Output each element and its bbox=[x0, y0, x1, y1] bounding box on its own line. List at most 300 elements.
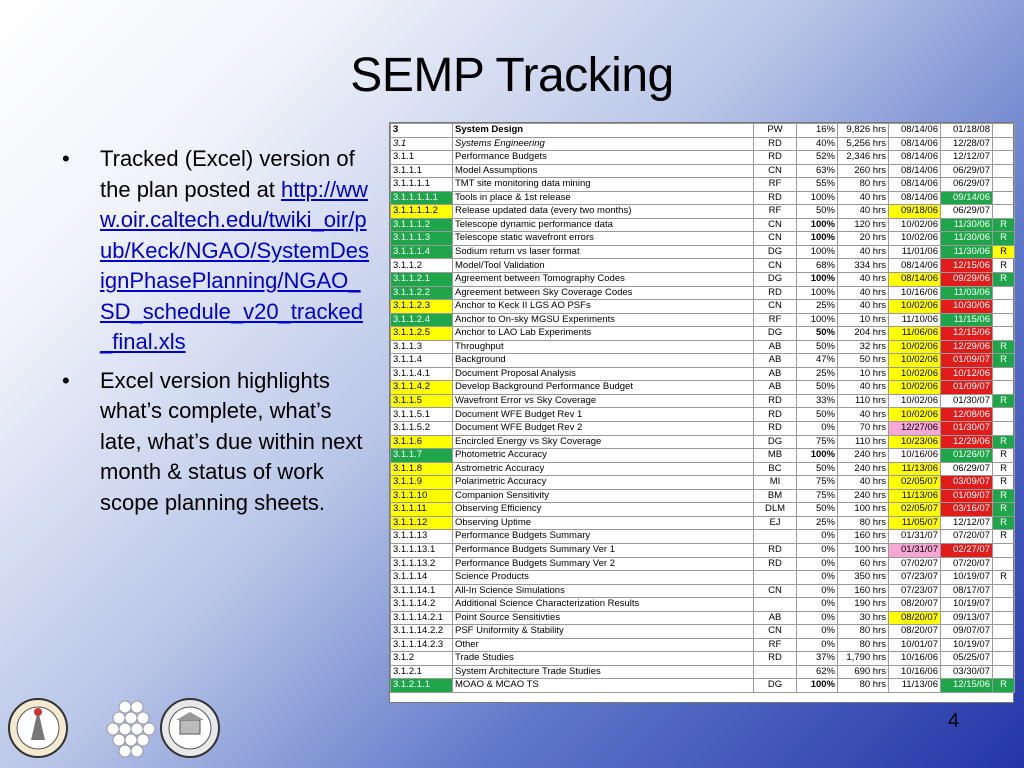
percent-complete-cell: 50% bbox=[797, 381, 838, 395]
table-row bbox=[391, 300, 1015, 314]
task-name-cell: Release updated data (every two months) bbox=[453, 205, 754, 219]
status-cell bbox=[993, 137, 1015, 151]
status-cell bbox=[993, 584, 1015, 598]
hours-cell: 80 hrs bbox=[838, 516, 889, 530]
start-date-cell: 08/14/06 bbox=[889, 151, 941, 165]
task-name-cell: Anchor to LAO Lab Experiments bbox=[453, 327, 754, 341]
resource-cell: RD bbox=[754, 557, 797, 571]
resource-cell: BM bbox=[754, 489, 797, 503]
hours-cell: 190 hrs bbox=[838, 598, 889, 612]
resource-cell: BC bbox=[754, 462, 797, 476]
hours-cell: 160 hrs bbox=[838, 584, 889, 598]
status-cell bbox=[993, 422, 1015, 436]
end-date-cell: 09/13/07 bbox=[941, 611, 993, 625]
task-name-cell: Science Products bbox=[453, 571, 754, 585]
percent-complete-cell: 68% bbox=[797, 259, 838, 273]
percent-complete-cell: 50% bbox=[797, 327, 838, 341]
resource-cell: RD bbox=[754, 286, 797, 300]
task-name-cell: Performance Budgets Summary bbox=[453, 530, 754, 544]
start-date-cell: 08/14/06 bbox=[889, 178, 941, 192]
resource-cell: RD bbox=[754, 543, 797, 557]
percent-complete-cell: 62% bbox=[797, 665, 838, 679]
status-cell: R bbox=[993, 571, 1015, 585]
task-name-cell: Encircled Energy vs Sky Coverage bbox=[453, 435, 754, 449]
resource-cell: PW bbox=[754, 124, 797, 138]
percent-complete-cell: 0% bbox=[797, 530, 838, 544]
task-name-cell: Performance Budgets Summary Ver 1 bbox=[453, 543, 754, 557]
task-id-cell: 3.1.1.2.3 bbox=[391, 300, 453, 314]
status-cell bbox=[993, 381, 1015, 395]
table-row bbox=[391, 462, 1015, 476]
hours-cell: 110 hrs bbox=[838, 435, 889, 449]
percent-complete-cell: 75% bbox=[797, 435, 838, 449]
task-id-cell: 3.1 bbox=[391, 137, 453, 151]
hours-cell: 80 hrs bbox=[838, 178, 889, 192]
keck-mirror-icon bbox=[107, 701, 155, 757]
resource-cell: MB bbox=[754, 449, 797, 463]
bullet-text: Tracked (Excel) version of the plan posted at bbox=[100, 146, 355, 202]
hours-cell: 40 hrs bbox=[838, 245, 889, 259]
task-id-cell: 3.1.1.14.1 bbox=[391, 584, 453, 598]
resource-cell: DG bbox=[754, 679, 797, 693]
table-row bbox=[391, 286, 1015, 300]
table-row bbox=[391, 611, 1015, 625]
task-id-cell: 3.1.1 bbox=[391, 151, 453, 165]
percent-complete-cell: 33% bbox=[797, 394, 838, 408]
bullet-list bbox=[62, 144, 372, 526]
percent-complete-cell: 100% bbox=[797, 286, 838, 300]
hours-cell: 120 hrs bbox=[838, 218, 889, 232]
task-id-cell: 3.1.1.9 bbox=[391, 476, 453, 490]
table-row bbox=[391, 178, 1015, 192]
percent-complete-cell: 50% bbox=[797, 408, 838, 422]
task-name-cell: Tools in place & 1st release bbox=[453, 191, 754, 205]
end-date-cell: 09/29/06 bbox=[941, 273, 993, 287]
end-date-cell: 10/19/07 bbox=[941, 598, 993, 612]
status-cell bbox=[993, 327, 1015, 341]
percent-complete-cell: 100% bbox=[797, 218, 838, 232]
logos bbox=[0, 690, 230, 768]
end-date-cell: 01/30/07 bbox=[941, 394, 993, 408]
table-row bbox=[391, 435, 1015, 449]
status-cell bbox=[993, 286, 1015, 300]
hours-cell: 100 hrs bbox=[838, 543, 889, 557]
resource-cell: RD bbox=[754, 191, 797, 205]
hours-cell: 240 hrs bbox=[838, 489, 889, 503]
task-id-cell: 3.1.1.1.1.2 bbox=[391, 205, 453, 219]
start-date-cell: 08/14/06 bbox=[889, 259, 941, 273]
start-date-cell: 12/27/06 bbox=[889, 422, 941, 436]
table-row bbox=[391, 408, 1015, 422]
start-date-cell: 02/05/07 bbox=[889, 476, 941, 490]
resource-cell: AB bbox=[754, 381, 797, 395]
hours-cell: 100 hrs bbox=[838, 503, 889, 517]
hours-cell: 690 hrs bbox=[838, 665, 889, 679]
task-id-cell: 3.1.2.1 bbox=[391, 665, 453, 679]
hours-cell: 40 hrs bbox=[838, 286, 889, 300]
task-name-cell: Other bbox=[453, 638, 754, 652]
resource-cell: RD bbox=[754, 151, 797, 165]
schedule-link[interactable]: http://www.oir.caltech.edu/twiki_oir/pub/Keck/NGAO/SystemDesignPhasePlanning/NGAO_SD_schedule_v20_tracked_final.xls bbox=[100, 176, 369, 354]
task-id-cell: 3.1.1.2.4 bbox=[391, 313, 453, 327]
task-name-cell: Background bbox=[453, 354, 754, 368]
percent-complete-cell: 50% bbox=[797, 340, 838, 354]
resource-cell: AB bbox=[754, 611, 797, 625]
table-row bbox=[391, 516, 1015, 530]
start-date-cell: 01/31/07 bbox=[889, 530, 941, 544]
end-date-cell: 01/09/07 bbox=[941, 354, 993, 368]
percent-complete-cell: 0% bbox=[797, 611, 838, 625]
resource-cell: AB bbox=[754, 367, 797, 381]
resource-cell: CN bbox=[754, 164, 797, 178]
hours-cell: 20 hrs bbox=[838, 232, 889, 246]
task-id-cell: 3.1.1.6 bbox=[391, 435, 453, 449]
task-id-cell: 3.1.1.10 bbox=[391, 489, 453, 503]
start-date-cell: 10/23/06 bbox=[889, 435, 941, 449]
percent-complete-cell: 55% bbox=[797, 178, 838, 192]
task-name-cell: Photometric Accuracy bbox=[453, 449, 754, 463]
task-name-cell: Agreement between Tomography Codes bbox=[453, 273, 754, 287]
task-name-cell: TMT site monitoring data mining bbox=[453, 178, 754, 192]
start-date-cell: 07/23/07 bbox=[889, 584, 941, 598]
end-date-cell: 01/09/07 bbox=[941, 489, 993, 503]
start-date-cell: 08/20/07 bbox=[889, 625, 941, 639]
end-date-cell: 01/09/07 bbox=[941, 381, 993, 395]
task-name-cell: System Design bbox=[453, 124, 754, 138]
status-cell bbox=[993, 313, 1015, 327]
start-date-cell: 02/05/07 bbox=[889, 503, 941, 517]
hours-cell: 9,826 hrs bbox=[838, 124, 889, 138]
table-row bbox=[391, 218, 1015, 232]
status-cell: R bbox=[993, 340, 1015, 354]
status-cell: R bbox=[993, 503, 1015, 517]
hours-cell: 10 hrs bbox=[838, 313, 889, 327]
resource-cell: EJ bbox=[754, 516, 797, 530]
start-date-cell: 07/23/07 bbox=[889, 571, 941, 585]
end-date-cell: 06/29/07 bbox=[941, 164, 993, 178]
task-name-cell: Additional Science Characterization Results bbox=[453, 598, 754, 612]
hours-cell: 80 hrs bbox=[838, 625, 889, 639]
table-row bbox=[391, 327, 1015, 341]
bullet-item bbox=[62, 144, 372, 358]
end-date-cell: 12/08/06 bbox=[941, 408, 993, 422]
end-date-cell: 12/29/06 bbox=[941, 340, 993, 354]
schedule-table bbox=[390, 123, 1015, 693]
page-number: 4 bbox=[948, 710, 960, 732]
end-date-cell: 01/26/07 bbox=[941, 449, 993, 463]
table-row bbox=[391, 543, 1015, 557]
task-id-cell: 3.1.1.14.2.1 bbox=[391, 611, 453, 625]
hours-cell: 70 hrs bbox=[838, 422, 889, 436]
table-row bbox=[391, 367, 1015, 381]
resource-cell: RD bbox=[754, 137, 797, 151]
start-date-cell: 10/02/06 bbox=[889, 300, 941, 314]
status-cell: R bbox=[993, 449, 1015, 463]
end-date-cell: 12/29/06 bbox=[941, 435, 993, 449]
table-row bbox=[391, 137, 1015, 151]
status-cell: R bbox=[993, 232, 1015, 246]
resource-cell: DLM bbox=[754, 503, 797, 517]
end-date-cell: 05/25/07 bbox=[941, 652, 993, 666]
hours-cell: 40 hrs bbox=[838, 381, 889, 395]
percent-complete-cell: 0% bbox=[797, 543, 838, 557]
task-name-cell: Point Source Sensitivties bbox=[453, 611, 754, 625]
table-row bbox=[391, 205, 1015, 219]
hours-cell: 40 hrs bbox=[838, 300, 889, 314]
end-date-cell: 11/30/06 bbox=[941, 232, 993, 246]
task-id-cell: 3.1.1.5 bbox=[391, 394, 453, 408]
table-row bbox=[391, 164, 1015, 178]
percent-complete-cell: 100% bbox=[797, 313, 838, 327]
table-row bbox=[391, 598, 1015, 612]
status-cell: R bbox=[993, 489, 1015, 503]
end-date-cell: 12/12/07 bbox=[941, 151, 993, 165]
task-name-cell: Telescope static wavefront errors bbox=[453, 232, 754, 246]
start-date-cell: 10/02/06 bbox=[889, 367, 941, 381]
resource-cell: RF bbox=[754, 638, 797, 652]
status-cell bbox=[993, 178, 1015, 192]
end-date-cell: 12/15/06 bbox=[941, 327, 993, 341]
hours-cell: 30 hrs bbox=[838, 611, 889, 625]
percent-complete-cell: 52% bbox=[797, 151, 838, 165]
resource-cell: CN bbox=[754, 300, 797, 314]
table-row bbox=[391, 571, 1015, 585]
end-date-cell: 07/20/07 bbox=[941, 557, 993, 571]
status-cell: R bbox=[993, 259, 1015, 273]
task-name-cell: Performance Budgets bbox=[453, 151, 754, 165]
status-cell bbox=[993, 652, 1015, 666]
start-date-cell: 11/01/06 bbox=[889, 245, 941, 259]
status-cell bbox=[993, 611, 1015, 625]
hours-cell: 80 hrs bbox=[838, 638, 889, 652]
task-name-cell: Trade Studies bbox=[453, 652, 754, 666]
percent-complete-cell: 0% bbox=[797, 625, 838, 639]
table-row bbox=[391, 340, 1015, 354]
uc-seal-icon bbox=[161, 699, 219, 757]
task-name-cell: Anchor to Keck II LGS AO PSFs bbox=[453, 300, 754, 314]
percent-complete-cell: 47% bbox=[797, 354, 838, 368]
task-name-cell: Companion Sensitivity bbox=[453, 489, 754, 503]
table-row bbox=[391, 489, 1015, 503]
status-cell: R bbox=[993, 354, 1015, 368]
status-cell: R bbox=[993, 218, 1015, 232]
bullet-marker: • bbox=[62, 146, 70, 171]
percent-complete-cell: 50% bbox=[797, 205, 838, 219]
task-name-cell: PSF Uniformity & Stability bbox=[453, 625, 754, 639]
task-id-cell: 3.1.1.12 bbox=[391, 516, 453, 530]
start-date-cell: 10/16/06 bbox=[889, 652, 941, 666]
slide-title: SEMP Tracking bbox=[350, 49, 674, 102]
table-row bbox=[391, 530, 1015, 544]
resource-cell: CN bbox=[754, 232, 797, 246]
status-cell: R bbox=[993, 245, 1015, 259]
hours-cell: 32 hrs bbox=[838, 340, 889, 354]
start-date-cell: 08/14/06 bbox=[889, 124, 941, 138]
hours-cell: 10 hrs bbox=[838, 367, 889, 381]
task-id-cell: 3.1.2.1.1 bbox=[391, 679, 453, 693]
resource-cell: RD bbox=[754, 422, 797, 436]
status-cell bbox=[993, 665, 1015, 679]
end-date-cell: 10/19/07 bbox=[941, 571, 993, 585]
task-id-cell: 3.1.1.2.2 bbox=[391, 286, 453, 300]
table-row bbox=[391, 652, 1015, 666]
start-date-cell: 10/16/06 bbox=[889, 286, 941, 300]
percent-complete-cell: 25% bbox=[797, 367, 838, 381]
bullet-item bbox=[62, 366, 372, 519]
percent-complete-cell: 0% bbox=[797, 598, 838, 612]
table-row bbox=[391, 394, 1015, 408]
percent-complete-cell: 37% bbox=[797, 652, 838, 666]
resource-cell: CN bbox=[754, 625, 797, 639]
percent-complete-cell: 100% bbox=[797, 679, 838, 693]
task-id-cell: 3.1.2 bbox=[391, 652, 453, 666]
resource-cell: DG bbox=[754, 245, 797, 259]
table-row bbox=[391, 503, 1015, 517]
table-row bbox=[391, 245, 1015, 259]
end-date-cell: 12/15/06 bbox=[941, 679, 993, 693]
task-id-cell: 3.1.1.3 bbox=[391, 340, 453, 354]
start-date-cell: 10/02/06 bbox=[889, 394, 941, 408]
table-row bbox=[391, 273, 1015, 287]
status-cell: R bbox=[993, 462, 1015, 476]
task-name-cell: Astrometric Accuracy bbox=[453, 462, 754, 476]
percent-complete-cell: 100% bbox=[797, 191, 838, 205]
table-row bbox=[391, 232, 1015, 246]
hours-cell: 40 hrs bbox=[838, 476, 889, 490]
task-id-cell: 3.1.1.2 bbox=[391, 259, 453, 273]
resource-cell: MI bbox=[754, 476, 797, 490]
end-date-cell: 01/18/08 bbox=[941, 124, 993, 138]
percent-complete-cell: 100% bbox=[797, 245, 838, 259]
status-cell bbox=[993, 625, 1015, 639]
start-date-cell: 10/02/06 bbox=[889, 354, 941, 368]
hours-cell: 260 hrs bbox=[838, 164, 889, 178]
resource-cell: RF bbox=[754, 313, 797, 327]
percent-complete-cell: 25% bbox=[797, 516, 838, 530]
start-date-cell: 07/02/07 bbox=[889, 557, 941, 571]
task-name-cell: Throughput bbox=[453, 340, 754, 354]
task-id-cell: 3.1.1.14.2.2 bbox=[391, 625, 453, 639]
task-id-cell: 3.1.1.8 bbox=[391, 462, 453, 476]
resource-cell: DG bbox=[754, 435, 797, 449]
start-date-cell: 10/02/06 bbox=[889, 232, 941, 246]
start-date-cell: 10/02/06 bbox=[889, 408, 941, 422]
status-cell bbox=[993, 598, 1015, 612]
start-date-cell: 08/20/07 bbox=[889, 611, 941, 625]
task-id-cell: 3.1.1.2.1 bbox=[391, 273, 453, 287]
end-date-cell: 10/19/07 bbox=[941, 638, 993, 652]
task-id-cell: 3.1.1.4.1 bbox=[391, 367, 453, 381]
start-date-cell: 08/14/06 bbox=[889, 164, 941, 178]
end-date-cell: 01/30/07 bbox=[941, 422, 993, 436]
start-date-cell: 11/06/06 bbox=[889, 327, 941, 341]
end-date-cell: 11/30/06 bbox=[941, 218, 993, 232]
task-name-cell: Sodium return vs laser format bbox=[453, 245, 754, 259]
start-date-cell: 10/02/06 bbox=[889, 218, 941, 232]
hours-cell: 334 hrs bbox=[838, 259, 889, 273]
task-id-cell: 3.1.1.2.5 bbox=[391, 327, 453, 341]
task-name-cell: MOAO & MCAO TS bbox=[453, 679, 754, 693]
resource-cell bbox=[754, 598, 797, 612]
hours-cell: 1,790 hrs bbox=[838, 652, 889, 666]
table-row bbox=[391, 557, 1015, 571]
task-name-cell: Observing Efficiency bbox=[453, 503, 754, 517]
start-date-cell: 08/14/06 bbox=[889, 273, 941, 287]
percent-complete-cell: 75% bbox=[797, 476, 838, 490]
resource-cell: RD bbox=[754, 408, 797, 422]
status-cell: R bbox=[993, 476, 1015, 490]
percent-complete-cell: 50% bbox=[797, 462, 838, 476]
resource-cell bbox=[754, 665, 797, 679]
end-date-cell: 11/30/06 bbox=[941, 245, 993, 259]
caltech-seal-icon bbox=[9, 699, 67, 757]
hours-cell: 110 hrs bbox=[838, 394, 889, 408]
task-id-cell: 3.1.1.11 bbox=[391, 503, 453, 517]
status-cell: R bbox=[993, 516, 1015, 530]
end-date-cell: 12/15/06 bbox=[941, 259, 993, 273]
end-date-cell: 06/29/07 bbox=[941, 462, 993, 476]
task-name-cell: Model Assumptions bbox=[453, 164, 754, 178]
percent-complete-cell: 0% bbox=[797, 422, 838, 436]
task-id-cell: 3.1.1.7 bbox=[391, 449, 453, 463]
status-cell bbox=[993, 557, 1015, 571]
resource-cell: DG bbox=[754, 273, 797, 287]
task-id-cell: 3.1.1.1.1 bbox=[391, 178, 453, 192]
percent-complete-cell: 0% bbox=[797, 557, 838, 571]
table-row bbox=[391, 354, 1015, 368]
hours-cell: 240 hrs bbox=[838, 462, 889, 476]
task-id-cell: 3.1.1.14.2.3 bbox=[391, 638, 453, 652]
table-row bbox=[391, 124, 1015, 138]
end-date-cell: 12/12/07 bbox=[941, 516, 993, 530]
resource-cell: RD bbox=[754, 652, 797, 666]
percent-complete-cell: 100% bbox=[797, 232, 838, 246]
resource-cell: CN bbox=[754, 259, 797, 273]
status-cell bbox=[993, 191, 1015, 205]
end-date-cell: 06/29/07 bbox=[941, 178, 993, 192]
percent-complete-cell: 0% bbox=[797, 584, 838, 598]
start-date-cell: 10/02/06 bbox=[889, 340, 941, 354]
task-id-cell: 3.1.1.13.2 bbox=[391, 557, 453, 571]
status-cell bbox=[993, 164, 1015, 178]
table-row bbox=[391, 191, 1015, 205]
task-name-cell: Performance Budgets Summary Ver 2 bbox=[453, 557, 754, 571]
task-id-cell: 3.1.1.4.2 bbox=[391, 381, 453, 395]
task-id-cell: 3.1.1.14 bbox=[391, 571, 453, 585]
end-date-cell: 03/16/07 bbox=[941, 503, 993, 517]
start-date-cell: 10/16/06 bbox=[889, 449, 941, 463]
hours-cell: 40 hrs bbox=[838, 273, 889, 287]
status-cell bbox=[993, 638, 1015, 652]
end-date-cell: 11/03/06 bbox=[941, 286, 993, 300]
resource-cell: RF bbox=[754, 205, 797, 219]
resource-cell: AB bbox=[754, 340, 797, 354]
percent-complete-cell: 75% bbox=[797, 489, 838, 503]
status-cell: R bbox=[993, 679, 1015, 693]
hours-cell: 80 hrs bbox=[838, 679, 889, 693]
table-row bbox=[391, 381, 1015, 395]
table-row bbox=[391, 584, 1015, 598]
start-date-cell: 11/13/06 bbox=[889, 679, 941, 693]
table-row bbox=[391, 313, 1015, 327]
start-date-cell: 01/31/07 bbox=[889, 543, 941, 557]
status-cell bbox=[993, 408, 1015, 422]
table-row bbox=[391, 679, 1015, 693]
hours-cell: 40 hrs bbox=[838, 408, 889, 422]
status-cell: R bbox=[993, 530, 1015, 544]
task-id-cell: 3.1.1.1.4 bbox=[391, 245, 453, 259]
end-date-cell: 12/28/07 bbox=[941, 137, 993, 151]
